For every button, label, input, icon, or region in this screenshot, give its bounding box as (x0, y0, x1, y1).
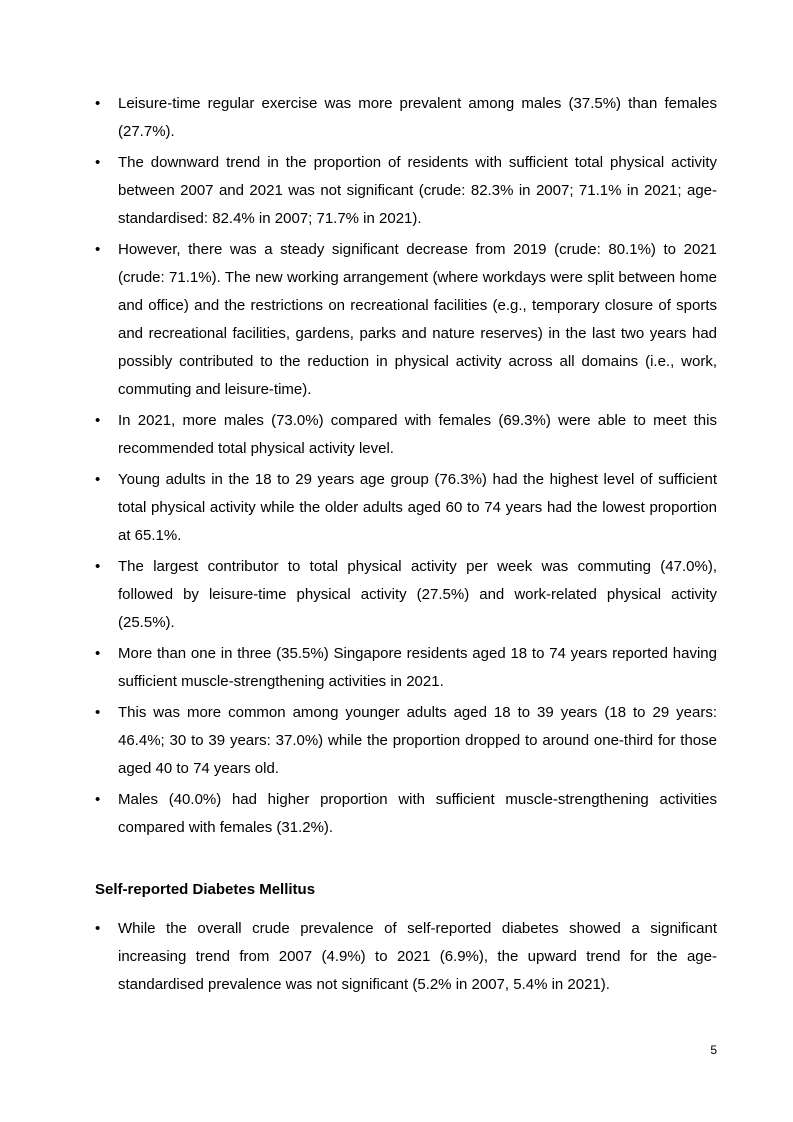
bullet-marker: • (95, 920, 101, 937)
bullet-item (95, 236, 717, 404)
bullet-marker: • (95, 791, 101, 808)
bullet-text: Young adults in the 18 to 29 years age group (76.3%) had the highest level of sufficient total physical activity while the older adults aged 60 to 74 years had the lowest proportion at 65.1%. (118, 471, 717, 544)
bullet-item (95, 640, 717, 696)
bullet-item (95, 915, 717, 999)
bullet-item (95, 90, 717, 146)
bullet-marker: • (95, 241, 101, 258)
bullet-marker: • (95, 412, 101, 429)
bullet-marker: • (95, 558, 101, 575)
bullet-text: Leisure-time regular exercise was more prevalent among males (37.5%) than females (27.7%). (118, 95, 717, 140)
bullet-text: More than one in three (35.5%) Singapore residents aged 18 to 74 years reported having sufficient muscle-strengthening activities in 2021. (118, 645, 717, 690)
physical-activity-bullet-list (95, 90, 717, 845)
bullet-text: This was more common among younger adults aged 18 to 39 years (18 to 29 years: 46.4%; 30 to 39 years: 37.0%) while the proportion dropped to around one-third for those aged 40 to 74 years old. (118, 704, 717, 777)
bullet-item (95, 699, 717, 783)
page-number: 5 (710, 1043, 717, 1057)
bullet-text: The largest contributor to total physical activity per week was commuting (47.0%), followed by leisure-time physical activity (27.5%) and work-related physical activity (25.5%). (118, 558, 717, 631)
bullet-item (95, 466, 717, 550)
bullet-text: Males (40.0%) had higher proportion with sufficient muscle-strengthening activities compared with females (31.2%). (118, 791, 717, 836)
bullet-text: However, there was a steady significant decrease from 2019 (crude: 80.1%) to 2021 (crude: 71.1%). The new working arrangement (where workdays were split between home and office) and the restrictions on recreational facilities (e.g., temporary closure of sports and recreational facilities, gardens, parks and nature reserves) in the last two years had possibly contributed to the reduction in physical activity across all domains (i.e., work, commuting and leisure-time). (118, 241, 717, 398)
bullet-marker: • (95, 154, 101, 171)
diabetes-bullet-list (95, 915, 717, 1002)
bullet-marker: • (95, 645, 101, 662)
bullet-text: The downward trend in the proportion of residents with sufficient total physical activity between 2007 and 2021 was not significant (crude: 82.3% in 2007; 71.1% in 2021; age-standardised: 82.4% in 2007; 71.7% in 2021). (118, 154, 717, 227)
bullet-item (95, 786, 717, 842)
bullet-item (95, 553, 717, 637)
bullet-marker: • (95, 95, 101, 112)
bullet-marker: • (95, 471, 101, 488)
section-heading: Self-reported Diabetes Mellitus (95, 881, 316, 898)
bullet-text: In 2021, more males (73.0%) compared with females (69.3%) were able to meet this recommended total physical activity level. (118, 412, 717, 457)
bullet-item (95, 407, 717, 463)
bullet-text: While the overall crude prevalence of self-reported diabetes showed a significant increasing trend from 2007 (4.9%) to 2021 (6.9%), the upward trend for the age-standardised prevalence was not significant (5.2% in 2007, 5.4% in 2021). (118, 920, 717, 993)
bullet-item (95, 149, 717, 233)
bullet-marker: • (95, 704, 101, 721)
